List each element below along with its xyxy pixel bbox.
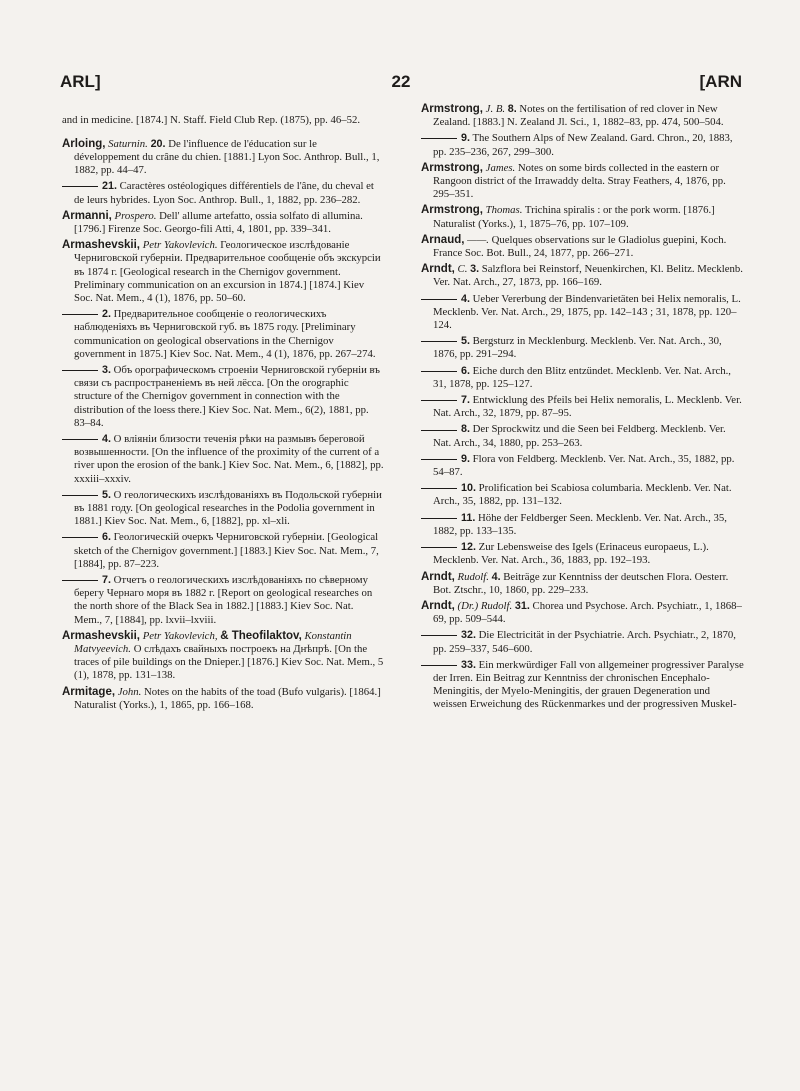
- author-given-name: John.: [117, 685, 142, 698]
- ditto-dash: [421, 518, 457, 519]
- entry-text: Notes on the fertilisation of red clover in New Zealand. [1883.] N. Zealand Jl. Sci., 1, 1882–83, pp. 474, 500–504.: [433, 103, 724, 129]
- bibliography-subentry: [421, 541, 745, 567]
- ditto-dash: [62, 439, 98, 440]
- entry-number: 6.: [461, 364, 470, 377]
- entry-text: Trichina spiralis : or the pork worm. [1876.] Naturalist (Yorks.), 1, 1875–76, pp. 107–109.: [433, 204, 715, 230]
- entry-number: 2.: [102, 308, 111, 321]
- author-name: Armanni,: [62, 209, 112, 222]
- entry-text: and in medicine. [1874.] N. Staff. Field Club Rep. (1875), pp. 46–52.: [62, 113, 361, 126]
- bibliography-entry: [421, 162, 745, 202]
- entry-number: 12.: [461, 541, 476, 554]
- author-name: Armstrong,: [421, 103, 483, 115]
- page-number: 22: [391, 72, 411, 91]
- entry-text: Геологическій очеркъ Черниговской губерніи. [Geological sketch of the Chernigov government.] [1883.] Kiev Soc. Nat. Mem., 7, [1884], pp. 87–223.: [74, 531, 379, 570]
- bibliography-subentry: [62, 308, 384, 361]
- header-left: ARL]: [60, 72, 101, 91]
- author-given-name: Petr Yakovlevich,: [142, 629, 218, 642]
- entry-number: 8.: [461, 423, 470, 436]
- bibliography-entry: [421, 571, 745, 597]
- bibliography-subentry: [421, 512, 745, 538]
- ditto-dash: [62, 314, 98, 315]
- entry-number: 11.: [461, 511, 476, 524]
- entry-text: Notes on the habits of the toad (Bufo vulgaris). [1864.] Naturalist (Yorks.), 1, 1865, pp. 166–168.: [74, 685, 381, 711]
- author-given-name: Prospero.: [114, 209, 157, 222]
- bibliography-subentry: [421, 394, 745, 420]
- ditto-dash: [421, 430, 457, 431]
- entry-text: Eiche durch den Blitz entzündet. Mecklenb. Ver. Nat. Arch., 31, 1878, pp. 125–127.: [433, 364, 731, 390]
- entry-text: Zur Lebensweise des Igels (Erinaceus europaeus, L.). Mecklenb. Ver. Nat. Arch., 36, 1883, pp. 192–193.: [433, 541, 709, 567]
- author-name: Arloing,: [62, 137, 106, 150]
- bibliography-subentry: [421, 335, 745, 361]
- entry-number: 3.: [102, 363, 111, 376]
- ditto-dash: [421, 547, 457, 548]
- author-given-name: C.: [457, 263, 468, 276]
- bibliography-subentry: [62, 433, 384, 486]
- entry-number: 8.: [507, 103, 517, 115]
- bibliography-subentry: [421, 423, 745, 449]
- author-given-name: James.: [485, 161, 516, 174]
- author-name: Arndt,: [421, 599, 455, 612]
- entry-text: Notes on some birds collected in the eastern or Rangoon district of the Irrawaddy delta. Stray Feathers, 4, 1876, pp. 295–351.: [433, 161, 726, 201]
- bibliography-subentry: [62, 574, 384, 627]
- author-given-name: ——.: [467, 233, 489, 246]
- bibliography-entry: [62, 210, 384, 236]
- bibliography-entry: [421, 263, 745, 289]
- ditto-dash: [421, 400, 457, 401]
- entry-text: Die Electricität in der Psychiatrie. Arch. Psychiatr., 2, 1870, pp. 259–337, 546–600.: [433, 629, 736, 655]
- author-given-name: J. B.: [485, 103, 506, 115]
- author-name: Armstrong,: [421, 161, 483, 174]
- ditto-dash: [62, 537, 98, 538]
- entry-number: 9.: [461, 132, 470, 145]
- entry-number: 6.: [102, 531, 111, 544]
- bibliography-subentry: [62, 364, 384, 430]
- bibliography-entry: [421, 600, 745, 626]
- entry-text: Entwicklung des Pfeils bei Helix nemoralis, L. Mecklenb. Ver. Nat. Arch., 32, 1879, pp. 87–95.: [433, 394, 742, 420]
- entry-text: The Southern Alps of New Zealand. Gard. Chron., 20, 1883, pp. 235–236, 267, 299–300.: [433, 132, 733, 158]
- ditto-dash: [62, 580, 98, 581]
- bibliography-entry: [62, 630, 384, 683]
- entry-text: Höhe der Feldberger Seen. Mecklenb. Ver. Nat. Arch., 35, 1882, pp. 133–135.: [433, 511, 727, 537]
- entry-number: 5.: [102, 488, 111, 501]
- entry-number: 5.: [461, 335, 470, 348]
- entry-text: Der Sprockwitz und die Seen bei Feldberg. Mecklenb. Ver. Nat. Arch., 34, 1880, pp. 253–263.: [433, 423, 726, 449]
- ditto-dash: [421, 299, 457, 300]
- ditto-dash: [421, 371, 457, 372]
- entry-text: De l'influence de l'éducation sur le développement du crâne du chien. [1881.] Lyon Soc. Anthrop. Bull., 1, 1882, pp. 44–47.: [74, 137, 380, 177]
- bibliography-subentry: [421, 365, 745, 391]
- author-given-name: Saturnin.: [108, 137, 148, 150]
- entry-number: 31.: [514, 599, 530, 612]
- entry-text: Dell' allume artefatto, ossia solfato di allumina. [1796.] Firenze Soc. Georgo-fili Atti, 4, 1801, pp. 339–341.: [74, 209, 363, 235]
- coauthor-given-name: Konstantin Matvyeevich.: [74, 629, 352, 656]
- bibliography-subentry: [421, 293, 745, 333]
- entry-number: 20.: [150, 137, 166, 150]
- entry-text: Salzflora bei Reinstorf, Neuenkirchen, Kl. Belitz. Mecklenb. Ver. Nat. Arch., 27, 1873, pp. 166–169.: [433, 263, 743, 289]
- author-name: Armashevskii,: [62, 629, 140, 642]
- entry-number: 7.: [102, 574, 111, 586]
- entry-number: 7.: [461, 394, 470, 407]
- entry-number: 21.: [102, 180, 117, 193]
- entry-number: 33.: [461, 658, 476, 671]
- author-name: Armstrong,: [421, 204, 483, 217]
- ditto-dash: [421, 138, 457, 139]
- entry-text: Flora von Feldberg. Mecklenb. Ver. Nat. Arch., 35, 1882, pp. 54–87.: [433, 452, 735, 479]
- bibliography-entry: [421, 234, 745, 260]
- entry-text: Caractères ostéologiques différentiels de l'âne, du cheval et de leurs hybrides. Lyon Soc. Anthrop. Bull., 1, 1882, pp. 236–282.: [74, 180, 374, 206]
- entry-number: 3.: [470, 263, 480, 276]
- entry-text: Объ орографическомъ строеніи Черниговской губерніи въ связи съ распространеніемъ въ ней лёсса. [On the orographic structure of the Chernigov government in connection with the distribution of the loess there.] Kiev Soc. Nat. Mem., 6(2), 1881, pp. 83–84.: [74, 363, 380, 429]
- entry-text: Beiträge zur Kenntniss der deutschen Flora. Oesterr. Bot. Ztschr., 10, 1860, pp. 229–233.: [433, 570, 729, 596]
- left-column: [62, 103, 384, 715]
- bibliography-entry: [62, 138, 384, 178]
- ditto-dash: [421, 341, 457, 342]
- entry-number: 4.: [102, 432, 111, 445]
- entry-text: Prolification bei Scabiosa columbaria. Mecklenb. Ver. Nat. Arch., 35, 1882, pp. 131–132.: [433, 482, 732, 508]
- entry-text: О вліяніи близости теченія рѣки на размывъ береговой возвышенности. [On the influence of the proximity of the current of a river upon the erosion of the bank.] Kiev Soc. Nat. Mem., 6, [1882], pp. xxxiii–xxxiv.: [74, 432, 384, 485]
- author-name: Arndt,: [421, 570, 455, 583]
- right-column: [421, 103, 745, 715]
- bibliography-subentry: [421, 453, 745, 479]
- entry-text: О слѣдахъ свайныхъ построекъ на Днѣпрѣ. [On the traces of pile buildings on the Dnieper.] [1876.] Kiev Soc. Nat. Mem., 5 (1), 1878, pp. 131–138.: [74, 643, 384, 682]
- entry-number: 32.: [461, 629, 476, 642]
- bibliography-subentry: [421, 132, 745, 158]
- entry-text: Quelques observations sur le Gladiolus guepini, Koch. France Soc. Bot. Bull., 24, 1877, pp. 266–271.: [433, 233, 727, 260]
- page-header: [60, 72, 742, 98]
- entry-number: 4.: [491, 570, 501, 583]
- entry-text: Chorea und Psychose. Arch. Psychiatr., 1, 1868–69, pp. 509–544.: [433, 599, 742, 626]
- bibliography-entry: [421, 103, 745, 129]
- bibliography-subentry: [62, 531, 384, 571]
- ditto-dash: [62, 495, 98, 496]
- bibliography-subentry: [62, 180, 384, 206]
- bibliography-subentry: [421, 629, 745, 655]
- bibliography-entry: [421, 204, 745, 230]
- author-given-name: (Dr.) Rudolf.: [457, 599, 513, 612]
- entry-text: Отчетъ о геологическихъ изслѣдованіяхъ по сѣверному берегу Чернаго моря въ 1882 г. [Report on geological researches on the north shore of the Black Sea in 1882.] [1883.] Kiev Soc. Nat. Mem., 7, [1884], pp. lxvii–lxviii.: [74, 574, 373, 626]
- entry-text: Bergsturz in Mecklenburg. Mecklenb. Ver. Nat. Arch., 30, 1876, pp. 291–294.: [433, 335, 722, 361]
- entry-text: Геологическое изслѣдованіе Черниговской губерніи. Предварительное сообщеніе объ экскурсіи въ 1874 г. [Geological research in the Chernigov government. Preliminary communication on an excursion in 1874.] [1874.] Kiev Soc. Nat. Mem., 4 (1), 1876, pp. 50–60.: [74, 239, 381, 304]
- ditto-dash: [421, 459, 457, 460]
- ditto-dash: [421, 665, 457, 666]
- author-name: Arnaud,: [421, 233, 465, 246]
- entry-number: 4.: [461, 292, 470, 305]
- coauthor-name: & Theofilaktov,: [220, 629, 302, 642]
- author-given-name: Thomas.: [485, 204, 523, 217]
- bibliography-subentry: [421, 482, 745, 508]
- entry-text: Предварительное сообщеніе о геологическихъ наблюденіяхъ въ Черниговской губ. въ 1875 году. [Preliminary communication on geological observations in the Chernigov government in 1875.] Kiev Soc. Nat. Mem., 4 (1), 1876, pp. 267–274.: [74, 308, 376, 360]
- header-right: [ARN: [699, 72, 742, 91]
- ditto-dash: [421, 635, 457, 636]
- entry-text: О геологическихъ изслѣдованіяхъ въ Подольской губерніи въ 1881 году. [On geological researches in the Podolia government in 1881.] Kiev Soc. Nat. Mem., 6, [1882], pp. xl–xli.: [74, 488, 382, 528]
- author-given-name: Rudolf.: [457, 570, 489, 583]
- entry-text: Ein merkwürdiger Fall von allgemeiner progressiver Paralyse der Irren. Ein Beitrag zur Kenntniss der chronischen Encephalo-Meningitis, der Myelo-Meningitis, der grauen Degeneration und weissen Erweichung des Rückenmarkes und der progressiven Muskel-: [433, 658, 744, 711]
- author-name: Arndt,: [421, 263, 455, 276]
- ditto-dash: [421, 488, 457, 489]
- ditto-dash: [62, 186, 98, 187]
- bibliography-entry: [62, 686, 384, 712]
- entry-number: 9.: [461, 452, 470, 465]
- bibliography-subentry: [62, 489, 384, 529]
- entry-number: 10.: [461, 482, 476, 495]
- ditto-dash: [62, 370, 98, 371]
- author-name: Armitage,: [62, 685, 116, 698]
- entry-text: Ueber Vererbung der Bindenvarietäten bei Helix nemoralis, L. Mecklenb. Ver. Nat. Arch., 29, 1875, pp. 142–143 ; 31, 1878, pp. 120–124.: [433, 292, 741, 332]
- author-name: Armashevskii,: [62, 239, 140, 252]
- entry-continuation: [62, 114, 384, 127]
- bibliography-entry: [62, 239, 384, 305]
- bibliography-subentry: [421, 659, 745, 712]
- author-given-name: Petr Yakovlevich.: [142, 239, 218, 252]
